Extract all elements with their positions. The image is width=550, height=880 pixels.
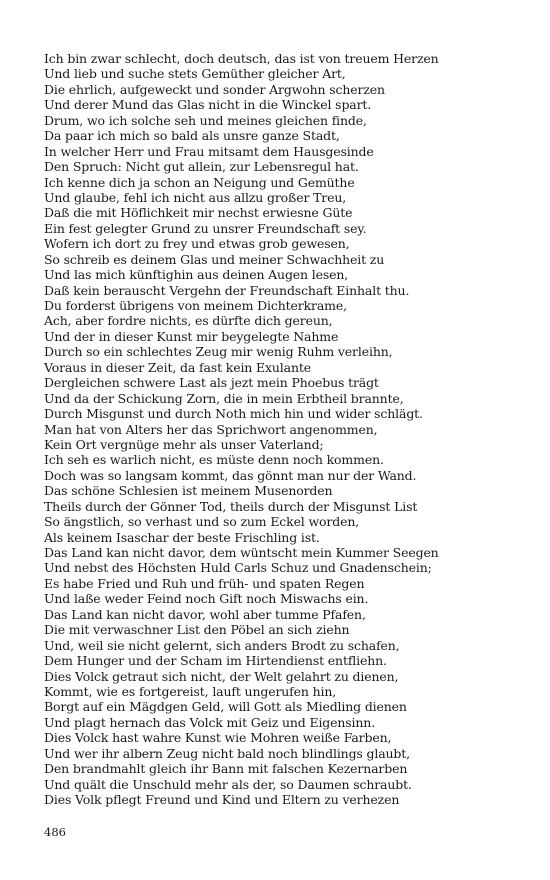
poem-line: Da paar ich mich so bald als unsre ganze Stadt, — [44, 128, 340, 144]
poem-line: Und glaube, fehl ich nicht aus allzu großer Treu, — [44, 189, 347, 205]
poem-line: Und plagt hernach das Volck mit Geiz und Eigensinn. — [44, 714, 376, 730]
poem-line: Doch was so langsam kommt, das gönnt man nur der Wand. — [44, 467, 417, 483]
poem-line: So schreib es deinem Glas und meiner Schwachheit zu — [44, 251, 385, 267]
poem-line: Die ehrlich, aufgeweckt und sonder Argwohn scherzen — [44, 81, 385, 97]
poem-line: Voraus in dieser Zeit, da fast kein Exulante — [44, 359, 311, 375]
poem-line: So ängstlich, so verhast und so zum Eckel worden, — [44, 514, 360, 530]
poem-line: Und lieb und suche stets Gemüther gleicher Art, — [44, 66, 346, 82]
poem-line: Ich kenne dich ja schon an Neigung und Gemüthe — [44, 174, 355, 190]
poem-line: Man hat von Alters her das Sprichwort angenommen, — [44, 421, 378, 437]
poem-line: Daß die mit Höflichkeit mir nechst erwiesne Güte — [44, 205, 353, 221]
poem-line: In welcher Herr und Frau mitsamt dem Hausgesinde — [44, 143, 374, 159]
poem-line: Und derer Mund das Glas nicht in die Winckel spart. — [44, 97, 372, 113]
poem-line: Und da der Schickung Zorn, die in mein Erbtheil brannte, — [44, 390, 404, 406]
poem-line: Drum, wo ich solche seh und meines gleichen finde, — [44, 112, 367, 128]
poem-line: Kommt, wie es fortgereist, lauft ungerufen hin, — [44, 683, 337, 699]
poem-line: Dergleichen schwere Last als jezt mein Phoebus trägt — [44, 375, 379, 391]
poem-line: Und nebst des Höchsten Huld Carls Schuz und Gnadenschein; — [44, 560, 432, 576]
poem-line: Dies Volck getraut sich nicht, der Welt gelahrt zu dienen, — [44, 668, 399, 684]
poem-line: Den brandmahlt gleich ihr Bann mit falschen Kezernarben — [44, 761, 408, 777]
poem-line: Und wer ihr albern Zeug nicht bald noch blindlings glaubt, — [44, 745, 410, 761]
poem-line: Dies Volk pflegt Freund und Kind und Eltern zu verhezen — [44, 792, 400, 807]
poem-line: Daß kein berauscht Vergehn der Freundschaft Einhalt thu. — [44, 282, 410, 298]
poem-line: Und quält die Unschuld mehr als der, so Daumen schraubt. — [44, 776, 412, 792]
poem-line: Ich bin zwar schlecht, doch deutsch, das ist von treuem Herzen — [44, 51, 439, 66]
poem-line: Das schöne Schlesien ist meinem Musenorden — [44, 483, 333, 499]
poem-line: Es habe Fried und Ruh und früh- und spaten Regen — [44, 575, 365, 591]
poem-line: Die mit verwaschner List den Pöbel an sich ziehn — [44, 622, 350, 638]
poem-line: Und laße weder Feind noch Gift noch Miswachs ein. — [44, 591, 369, 607]
poem-line: Theils durch der Gönner Tod, theils durch der Misgunst List — [44, 498, 418, 514]
poem-line: Wofern ich dort zu frey und etwas grob gewesen, — [44, 236, 350, 252]
poem-line: Ach, aber fordre nichts, es dürfte dich gereun, — [44, 313, 333, 329]
poem-line: Du forderst übrigens von meinem Dichterkrame, — [44, 298, 347, 313]
poem-line: Und der in dieser Kunst mir beygelegte Nahme — [44, 328, 339, 344]
poem-line: Dies Volck hast wahre Kunst wie Mohren weiße Farben, — [44, 730, 392, 746]
poem-line: Durch so ein schlechtes Zeug mir wenig Ruhm verleihn, — [44, 344, 393, 360]
poem-line: Und las mich künftighin aus deinen Augen lesen, — [44, 267, 349, 283]
poem-line: Das Land kan nicht davor, dem wüntscht mein Kummer Seegen — [44, 545, 439, 560]
poem-line: Als keinem Isaschar der beste Frischling ist. — [44, 529, 320, 545]
page-number: 486 — [44, 825, 66, 839]
poem-line: Das Land kan nicht davor, wohl aber tumme Pfafen, — [44, 606, 366, 622]
poem-line: Und, weil sie nicht gelernt, sich anders Brodt zu schafen, — [44, 637, 400, 653]
poem-line: Ein fest gelegter Grund zu unsrer Freundschaft sey. — [44, 220, 367, 236]
poem-line: Den Spruch: Nicht gut allein, zur Lebensregul hat. — [44, 159, 359, 175]
poem-text — [44, 51, 514, 807]
poem-line: Ich seh es warlich nicht, es müste denn noch kommen. — [44, 452, 384, 468]
poem-line: Kein Ort vergnüge mehr als unser Vaterland; — [44, 436, 324, 452]
poem-line: Durch Misgunst und durch Noth mich hin und wider schlägt. — [44, 406, 423, 422]
poem-line: Borgt auf ein Mägdgen Geld, will Gott als Miedling dienen — [44, 699, 407, 715]
poem-line: Dem Hunger und der Scham im Hirtendienst entfliehn. — [44, 653, 387, 669]
